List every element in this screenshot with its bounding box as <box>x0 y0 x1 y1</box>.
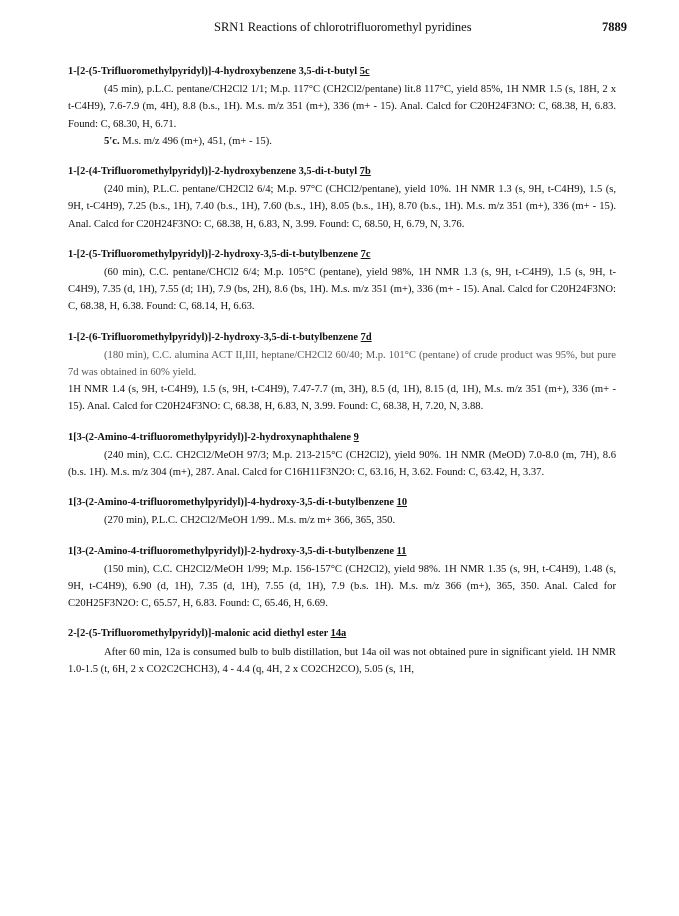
compound-entry-7b <box>68 163 616 233</box>
compound-entry-7c <box>68 246 616 316</box>
compound-data: (45 min), p.L.C. pentane/CH2Cl2 1/1; M.p. 117°C (CH2Cl2/pentane) lit.8 117°C, yield 85%, 1H NMR 1.5 (s, 18H, 2 x t-C4H9), 7.6-7.9 (m, 4H), 8.8 (b.s., 1H). M.s. m/z 351 (m+), 336 (m+ - 15). Anal. Calcd for C20H24F3NO: C, 68.38, H, 6.83. Found: C, 68.30, H, 6.71. <box>68 84 616 130</box>
compound-entry-7d <box>68 329 616 416</box>
compound-entry-11 <box>68 543 616 613</box>
compound-data: (240 min), P.L.C. pentane/CH2Cl2 6/4; M.p. 97°C (CHCl2/pentane), yield 10%. 1H NMR 1.3 (s, 9H, t-C4H9), 1.5 (s, 9H, t-C4H9), 7.25 (b.s., 1H), 7.40 (b.s., 1H), 7.60 (b.s., 1H), 8.05 (b.s., 1H), 8.70 (b.s., 1H). M.s. m/z 351 (m+), 336 (m+ - 15). Anal. Calcd for C20H24F3NO: C, 68.38, H, 6.83, N, 3.99. Found: C, 68.50, H, 6.79, N, 3.76. <box>68 184 616 230</box>
running-title: SRN1 Reactions of chlorotrifluoromethyl pyridines <box>214 20 472 34</box>
compound-data: (60 min), C.C. pentane/CHCl2 6/4; M.p. 105°C (pentane), yield 98%, 1H NMR 1.3 (s, 9H, t-C4H9), 1.5 (s, 9H, t-C4H9), 7.35 (d, 1H), 7.55 (d; 1H), 7.9 (bs, 2H), 8.6 (bs, 1H). M.s. m/z 351 (m+), 336 (m+ - 15). Anal. Calcd for C20H24F3NO: C, 68.38, H, 6.38. Found: C, 68.14, H, 6.63. <box>68 267 616 313</box>
compound-data: After 60 min, 12a is consumed bulb to bulb distillation, but 14a oil was not obtained pure in significant yield. 1H NMR 1.0-1.5 (t, 6H, 2 x CO2C2CHCH3), 4 - 4.4 (q, 4H, 2 x CO2CH2CO), 5.05 (s, 1H, <box>68 646 616 675</box>
compound-number: 10 <box>396 497 408 509</box>
page-header <box>0 20 679 38</box>
compound-number: 7b <box>359 166 371 178</box>
compound-heading: 1[3-(2-Amino-4-trifluoromethylpyridyl)]-2-hydroxynaphthalene 9 <box>68 431 359 443</box>
experimental-section <box>68 63 616 691</box>
compound-heading: 1-[2-(6-Trifluoromethylpyridyl)]-2-hydroxy-3,5-di-t-butylbenzene 7d <box>68 331 372 343</box>
compound-number: 9 <box>353 431 359 443</box>
compound-heading: 2-[2-(5-Trifluoromethylpyridyl)]-malonic acid diethyl ester 14a <box>68 628 347 640</box>
compound-entry-14a <box>68 625 616 678</box>
compound-number: 5c <box>359 66 370 77</box>
compound-entry-9 <box>68 429 616 482</box>
compound-data: (240 min), C.C. CH2Cl2/MeOH 97/3; M.p. 213-215°C (CH2Cl2), yield 90%. 1H NMR (MeOD) 7.0-8.0 (m, 7H), 8.6 (b.s. 1H). M.s. m/z 304 (m+), 287. Anal. Calcd for C16H11F3N2O: C, 63.16, H, 3.62. Found: C, 63.42, H, 3.37. <box>68 449 616 479</box>
compound-heading: 1[3-(2-Amino-4-trifluoromethylpyridyl)]-2-hydroxy-3,5-di-t-butylbenzene 11 <box>68 545 407 557</box>
compound-number: 7d <box>360 331 372 343</box>
compound-heading: 1-[2-(5-Trifluoromethylpyridyl)]-2-hydroxy-3,5-di-t-butylbenzene 7c <box>68 248 371 260</box>
compound-heading: 1[3-(2-Amino-4-trifluoromethylpyridyl)]-4-hydroxy-3,5-di-t-butylbenzene 10 <box>68 497 408 509</box>
compound-entry-5c <box>68 63 616 150</box>
compound-entry-10 <box>68 494 616 529</box>
compound-data-continued: 1H NMR 1.4 (s, 9H, t-C4H9), 1.5 (s, 9H, t-C4H9), 7.47-7.7 (m, 3H), 8.5 (d, 1H), 8.15 (d, 1H), M.s. m/z 351 (m+), 336 (m+ - 15). Anal. Calcd for C20H24F3NO: C, 68.38, H, 6.83, N, 3.99. Found: C, 68.38, H, 7.20, N, 3.88. <box>68 384 616 413</box>
page-number: 7889 <box>602 20 627 34</box>
compound-number: 11 <box>396 545 407 557</box>
compound-data: (150 min), C.C. CH2Cl2/MeOH 1/99; M.p. 156-157°C (CH2Cl2), yield 98%. 1H NMR 1.35 (s, 9H, t-C4H9), 1.48 (s, 9H, t-C4H9), 6.90 (d, 1H), 7.35 (d, 1H), 7.55 (d, 1H), 7.9 (b.s. 1H). M.s. m/z 366 (m+), 365, 350. Anal. Calcd for C20H25F3N2O: C, 65.57, H, 6.83. Found: C, 65.46, H, 6.69. <box>68 563 616 610</box>
compound-number: 14a <box>330 628 347 640</box>
compound-number: 7c <box>360 248 371 260</box>
side-product-data: 5'c. M.s. m/z 496 (m+), 451, (m+ - 15). <box>104 135 272 147</box>
compound-heading: 1-[2-(4-Trifluoromethylpyridyl)]-2-hydroxybenzene 3,5-di-t-butyl 7b <box>68 166 371 178</box>
compound-data: (180 min), C.C. alumina ACT II,III, heptane/CH2Cl2 60/40; M.p. 101°C (pentane) of crude product was 95%, but pure 7d was obtained in 60% yield. <box>68 349 616 379</box>
compound-data: (270 min), P.L.C. CH2Cl2/MeOH 1/99.. M.s. m/z m+ 366, 365, 350. <box>104 515 396 527</box>
compound-heading: 1-[2-(5-Trifluoromethylpyridyl)]-4-hydroxybenzene 3,5-di-t-butyl 5c <box>68 66 370 77</box>
side-product-label: 5'c. <box>104 135 120 147</box>
